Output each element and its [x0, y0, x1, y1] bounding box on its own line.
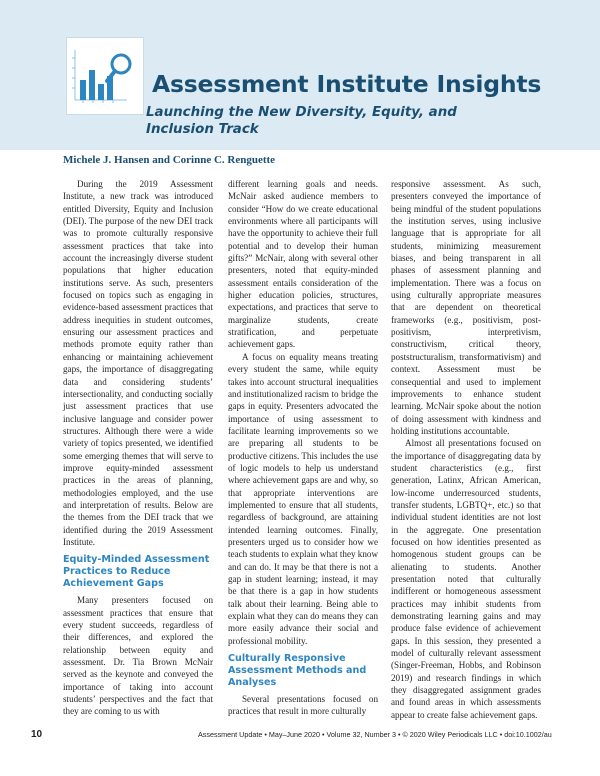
paragraph: Almost all presentations focused on the importance of disaggregating data by student characteristics (e.g., first generation, Latinx, African American, low-income underresourced students, transfer students, LGBTQ+, etc.) so that individual student identities are not lost in the aggregate. One presentation focused on how identities presented as homogenous student groups can be alienating to students. Another presentation noted that culturally indifferent or homogeneous assessment practices may inhibit students from demonstrating learning gains and may produce false evidence of achievement gaps. In this session, they presented a model of culturally relevant assessment (Singer-Freeman, Hobbs, and Robinson 2019) and research findings in which they disaggregated assignment grades and found areas in which assessments appear to create false achievement gaps.: [391, 438, 541, 720]
paragraph: Several presentations focused on practices that result in more culturally: [228, 694, 378, 717]
author-byline: Michele J. Hansen and Corinne C. Renguette: [63, 154, 276, 166]
footer-citation: Assessment Update • May–June 2020 • Volume 32, Number 3 • © 2020 Wiley Periodicals LLC • doi:10.1002/au: [198, 730, 552, 739]
paragraph: different learning goals and needs. McNair asked audience members to consider “How do we create educational environments where all participants will have the opportunity to achieve their full potential and to develop their human gifts?” McNair, along with several other presenters, noted that equity-minded assessment entails consideration of the higher education policies, structures, expectations, and practices that serve to marginalize students, create stratification, and perpetuate achievement gaps.: [228, 179, 378, 350]
text-column-2: [228, 178, 378, 718]
page-subtitle: Launching the New Diversity, Equity, and Inclusion Track: [146, 105, 457, 137]
paragraph: A focus on equality means treating every student the same, while equity takes into account structural inequalities and institutionalized racism to bridge the gaps in equity. Presenters advocated the importance of using assessment to facilitate learning improvements so we are preparing all students to be productive citizens. This includes the use of logic models to help us understand where achievement gaps are and why, so that appropriate interventions are implemented to ensure that all students, regardless of background, are attaining intended learning outcomes. Finally, presenters urged us to consider how we teach students to explain what they know and can do. It may be that there is not a gap in student learning; instead, it may be that there is a gap in how students talk about their learning. Being able to explain what they can do means they can more easily advance their social and professional mobility.: [228, 351, 379, 646]
page-title: Assessment Institute Insights: [152, 70, 542, 98]
bar-chart-magnifier-icon: [67, 38, 143, 114]
text-column-3: [391, 178, 541, 721]
page-number: 10: [31, 729, 43, 740]
paragraph: responsive assessment. As such, presenters conveyed the importance of being mindful of the student populations the institution serves, using inclusive language that is appropriate for all students, minimizing measurement biases, and being transparent in all phases of assessment planning and implementation. There was a focus on using culturally appropriate measures that are dependent on theoretical frameworks (e.g., positivism, post-positivism, interpretivism, constructivism, critical theory, poststructuralism, transformativism) and context. Assessment must be consequential and used to implement improvements to enhance student learning. McNair spoke about the notion of doing assessment with kindness and holding institutions accountable.: [391, 179, 541, 436]
column-logo: [66, 37, 144, 115]
section-heading: Equity-Minded Assessment Practices to Reduce Achievement Gaps: [63, 554, 210, 590]
paragraph: During the 2019 Assessment Institute, a new track was introduced entitled Diversity, Equity and Inclusion (DEI). The purpose of the new DEI track was to promote culturally responsive assessment practices that take into account the increasingly diverse student populations that higher education institutions serve. As such, presenters focused on topics such as engaging in evidence-based assessment practices that address inequities in student outcomes, ensuring our assessment practices and methods promote equity rather than enhancing or maintaining achievement gaps, the importance of disaggregating data and considering students’ intersectionality, and conducting socially just assessment practices that use inclusive language and consider power structures. Although there were a wide variety of topics presented, we identified some emerging themes that will serve to improve equity-minded assessment practices in the areas of planning, methodologies employed, and the use and interpretation of results. Below are the themes from the DEI track that we identified during the 2019 Assessment Institute.: [63, 179, 213, 547]
section-heading: Culturally Responsive Assessment Methods and Analyses: [228, 653, 367, 689]
paragraph: Many presenters focused on assessment practices that ensure that every student succeeds, regardless of their differences, and explored the relationship between equity and assessment. Dr. Tia Brown McNair served as the keynote and conveyed the importance of taking into account students’ perspectives and the fact that they are coming to us with: [63, 595, 213, 717]
text-column-1: [63, 178, 213, 718]
